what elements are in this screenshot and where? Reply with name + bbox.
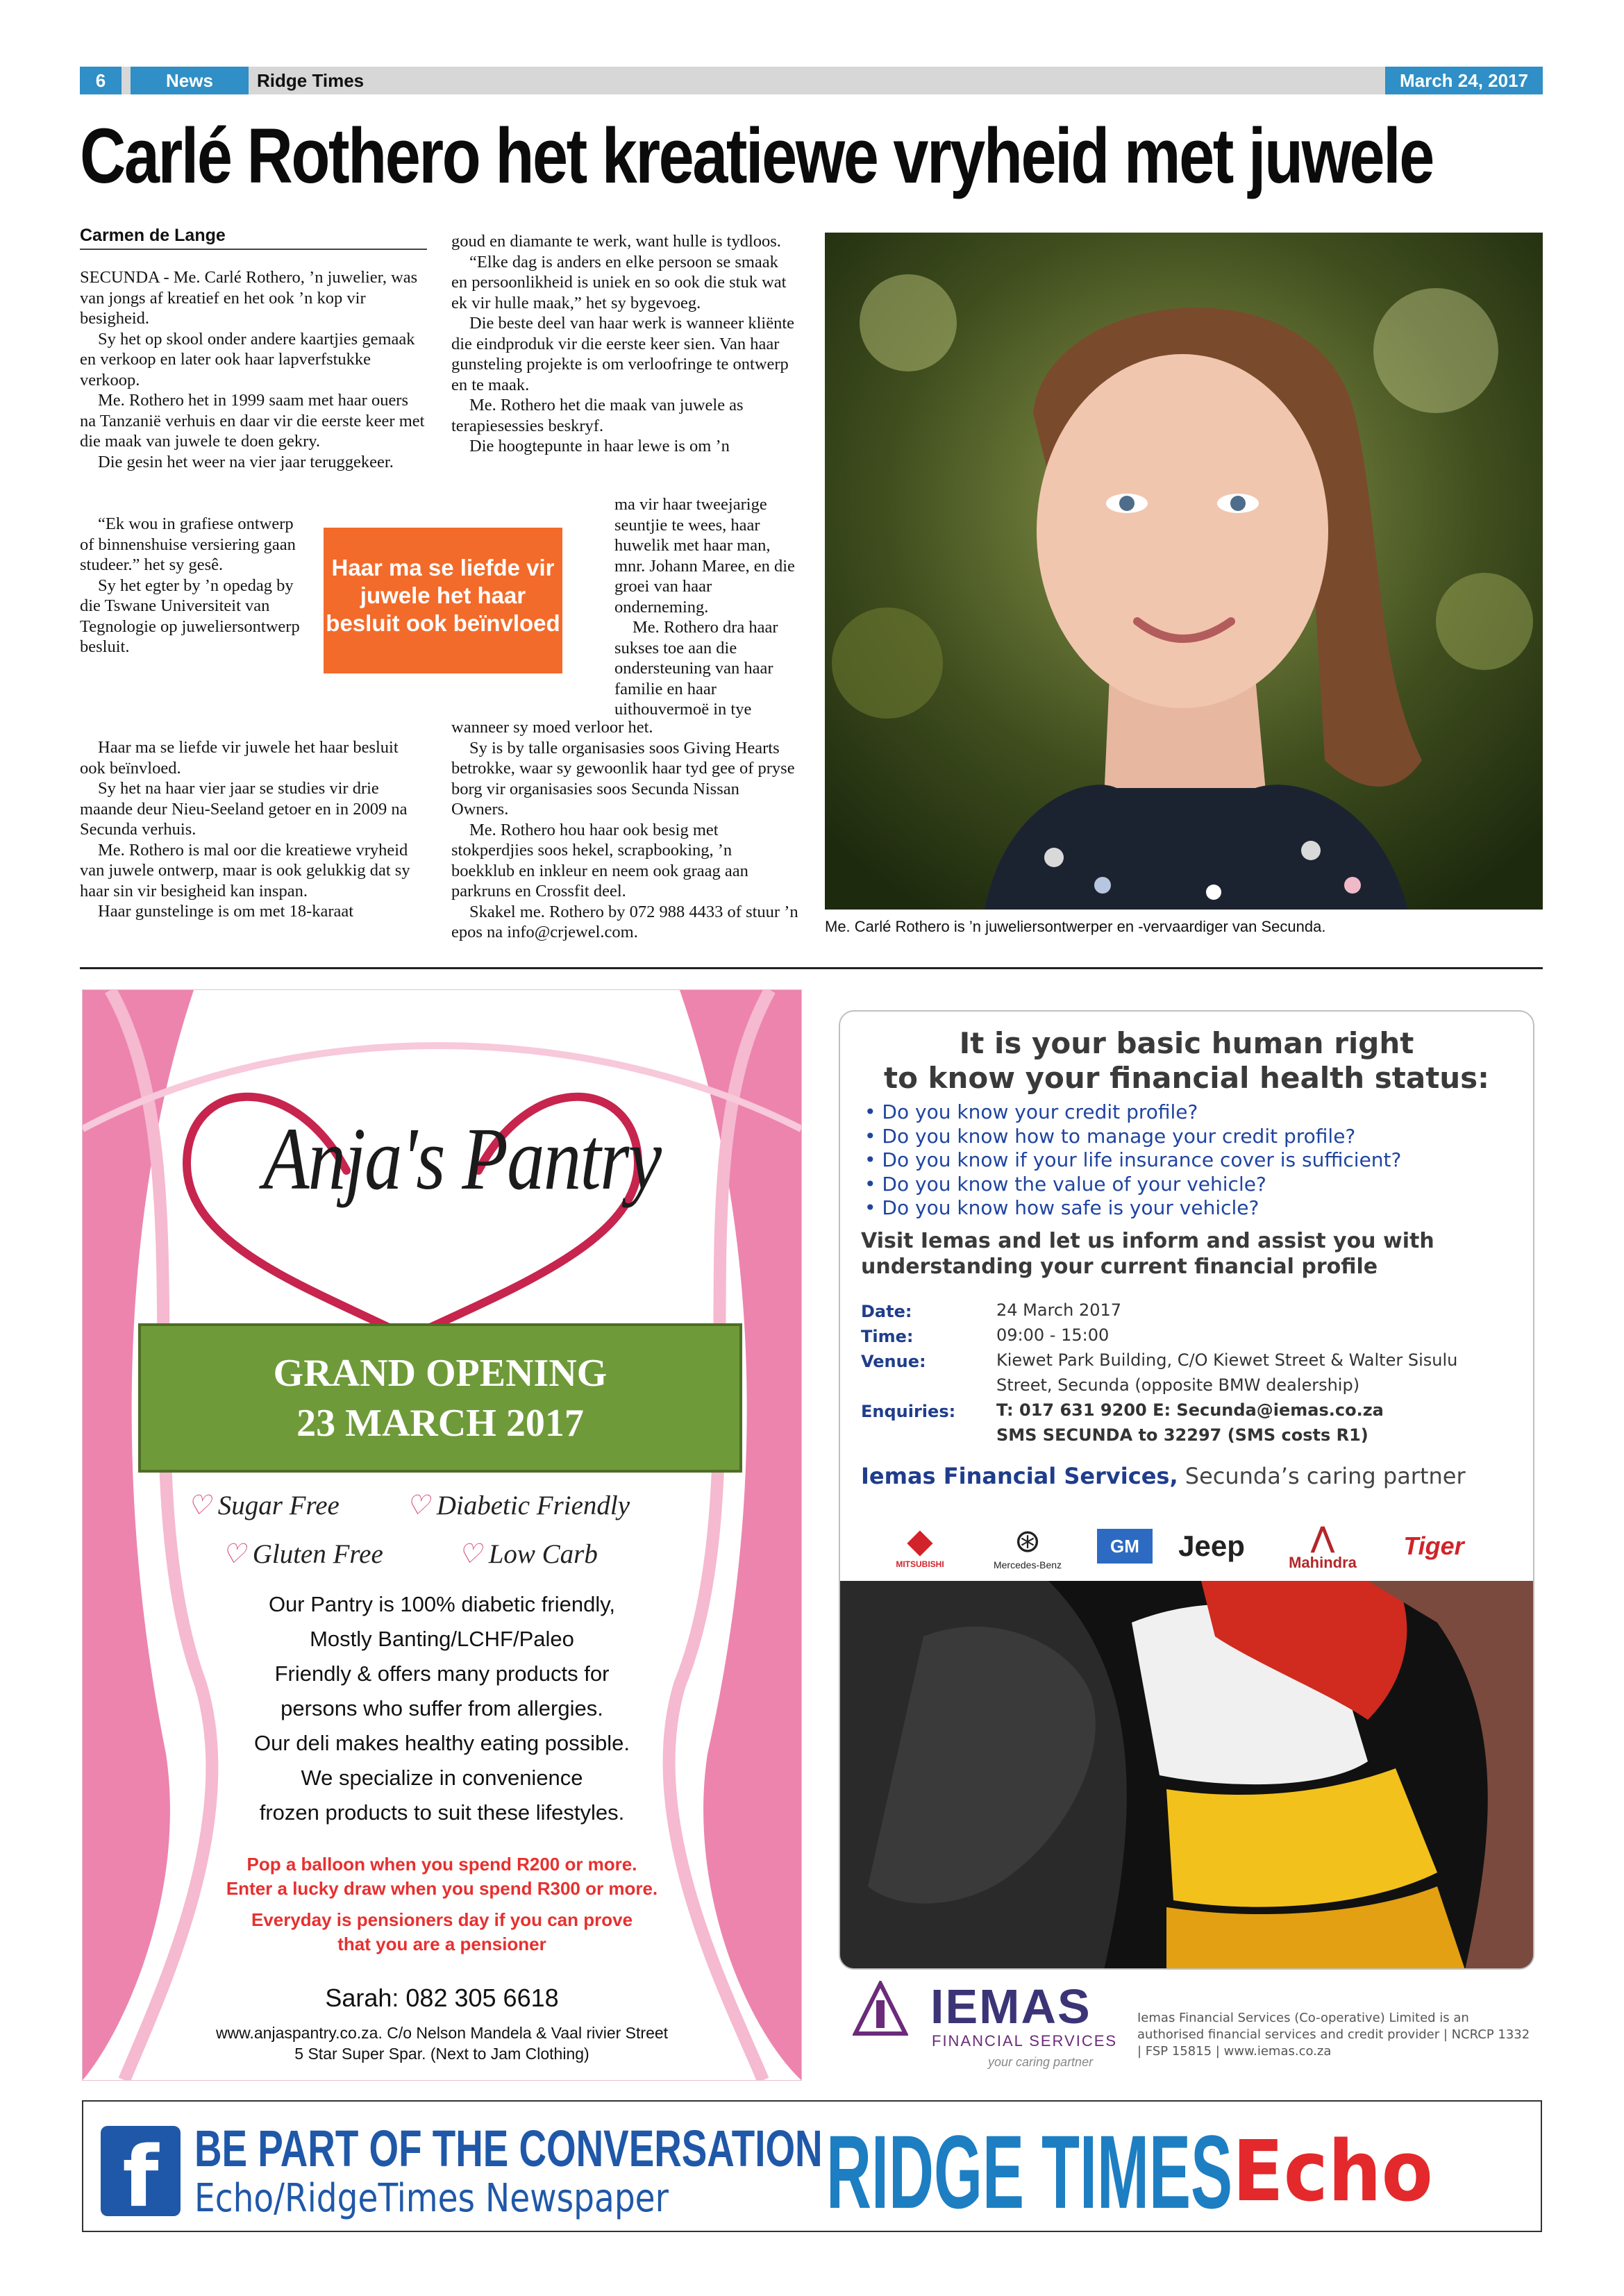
iemas-tagline [861,1463,1466,1489]
heart-icon: ♡ [187,1491,211,1520]
paragraph: Die beste deel van haar werk is wanneer kliënte die eindproduk vir die eerste keer sien. Van haar gunsteling projekte is om verloofringe te ontwerp en te maak. [451,314,795,394]
paragraph: goud en diamante te werk, want hulle is tydloos. [451,232,781,251]
description-line: Friendly & offers many products for [274,1661,610,1686]
anjas-pantry-logo: Anja's Pantry [263,1109,661,1208]
description-line: Our deli makes healthy eating possible. [253,1731,630,1755]
iemas-logo-tag: your caring partner [988,2055,1094,2069]
iemas-question-list [864,1100,1401,1221]
iemas-heading-2: to know your financial health status: [884,1061,1489,1095]
list-item: • Do you know if your life insurance cover is sufficient? [864,1148,1402,1171]
iemas-advert [839,1010,1533,2069]
paragraph: Me. Rothero het in 1999 saam met haar ouers na Tanzanië verhuis en daar vir die eerste keer met die maak van juwele te doen gekry. [80,391,425,451]
description-line: Mostly Banting/LCHF/Paleo [310,1627,574,1651]
paragraph: Die gesin het weer na vier jaar teruggekeer. [98,452,394,471]
mahindra-logo-icon: ⋀ [1311,1523,1334,1553]
iemas-logo-sub: FINANCIAL SERVICES [932,2032,1118,2050]
article-column-2 [451,231,798,457]
hands-illustration [840,1581,1533,1970]
tagline-brand: Iemas Financial Services, [861,1463,1178,1489]
paragraph: Me. Rothero het die maak van juwele as terapiesessies beskryf. [451,396,744,435]
anjas-pantry-advert [82,989,802,2081]
venue-label: Venue: [861,1352,926,1371]
time-label: Time: [861,1327,914,1346]
description-line: We specialize in convenience [301,1766,583,1790]
brand-label: Mercedes-Benz [993,1559,1062,1570]
date-value: 24 March 2017 [996,1300,1122,1320]
tagline-rest: Secunda’s caring partner [1184,1463,1466,1489]
enquiries-label: Enquiries: [861,1402,956,1421]
description-line: persons who suffer from allergies. [281,1696,603,1720]
paragraph: Sy is by talle organisasies soos Giving Hearts betrokke, waar sy gewoonlik haar tyd gee of pryse borg vir organisasies soos Secunda Nissan Owners. [451,738,795,819]
paragraph: wanneer sy moed verloor het. [451,718,653,737]
iemas-legal-text: Iemas Financial Services (Co-operative) Limited is an authorised financial services and credit provider | NCRCP 1332 | FSP 15815 | www.iemas.co.za [1137,2011,1530,2059]
list-item: • Do you know how safe is your vehicle? [864,1196,1259,1219]
ridge-times-logo: RIDGE TIMES [826,2113,1233,2230]
iemas-info-box [839,1010,1534,1970]
paragraph: Me. Rothero hou haar ook besig met stokperdjies soos hekel, scrapbooking, ’n boekklub en inkleur en neem ook graag aan parkruns en Crossfit deel. [451,820,748,900]
footer-banner [82,2100,1542,2232]
promo-line: Everyday is pensioners day if you can prove [251,1909,633,1930]
brand-tiger: Tiger [1403,1532,1464,1560]
mercedes-logo-icon: ⊛ [1014,1523,1041,1559]
venue-line: Street, Secunda (opposite BMW dealership) [996,1375,1360,1395]
brand-label: Mahindra [1289,1554,1357,1571]
tag-low-carb [458,1539,598,1570]
venue-value [996,1348,1457,1398]
pull-quote: Haar ma se liefde vir juwele het haar besluit ook beïnvloed [319,528,562,673]
brand-mercedes [976,1522,1080,1570]
pensioner-offer [83,1908,801,1956]
brand-label: GM [1097,1529,1153,1564]
brand-mitsubishi [882,1522,958,1569]
paragraph: Haar ma se liefde vir juwele het haar besluit ook beïnvloed. [80,738,399,778]
visit-line-2: understanding your current financial profile [861,1255,1378,1279]
iemas-logo-icon [853,1981,908,2036]
brand-label: MITSUBISHI [896,1559,944,1569]
article-column-2-lower [451,717,798,943]
tag-label: Gluten Free [252,1539,383,1569]
publication-name: Ridge Times [257,70,365,91]
contact-phone: Sarah: 082 305 6618 [325,1984,559,2012]
tag-gluten-free [221,1539,383,1570]
banner-line-1: GRAND OPENING [273,1352,608,1395]
paragraph: “Elke dag is anders en elke persoon se smaak en persoonlikheid is uniek en so ook die stuk wat ek vir hulle maak,” het sy bygevoeg. [451,252,787,312]
enquiries-line: T: 017 631 9200 E: Secunda@iemas.co.za [996,1400,1384,1420]
paragraph: Sy het na haar vier jaar se studies vir drie maande deur Nieu-Seeland getoer en in 2009 na Secunda verhuis. [80,779,408,839]
article-column-1-lower [80,737,427,922]
heart-icon: ♡ [458,1539,482,1569]
paragraph: Sy het egter by ’n opedag by die Tswane Universiteit van Tegnologie op juweliersontwerp besluit. [80,576,300,656]
description-line: Our Pantry is 100% diabetic friendly, [268,1592,616,1616]
description-line: frozen products to suit these lifestyles. [259,1800,625,1825]
article-column-1-narrow [80,514,309,657]
article-column-1 [80,267,427,472]
mitsubishi-logo-icon: ◆ [907,1523,932,1559]
list-item: • Do you know how to manage your credit profile? [864,1124,1356,1148]
enquiries-value [996,1398,1384,1448]
date-label: Date: [861,1302,912,1321]
visit-line-1: Visit Iemas and let us inform and assist you with [861,1229,1434,1253]
issue-date: March 24, 2017 [1385,67,1543,94]
paragraph: Me. Rothero is mal oor die kreatiewe vryheid van juwele ontwerp, maar is ook gelukkig dat sy haar sin vir besigheid kan inspan. [80,840,410,900]
iemas-logo-name: IEMAS [930,1979,1091,2034]
echo-logo: Echo [1232,2124,1433,2220]
paragraph: Me. Rothero dra haar sukses toe aan die ondersteuning van haar familie en haar uithouvermoë in tye [614,618,778,719]
heart-icon: ♡ [221,1539,246,1569]
address-line-2: 5 Star Super Spar. (Next to Jam Clothing) [294,2045,589,2063]
section-label: News [131,67,249,94]
promo-line: Pop a balloon when you spend R200 or more. [246,1854,637,1875]
brand-mahindra [1267,1522,1378,1572]
section-divider [80,967,1543,969]
brand-gm [1097,1522,1153,1564]
paragraph: Skakel me. Rothero by 072 988 4433 of stuur ’n epos na info@crjewel.com. [451,902,798,941]
tag-label: Low Carb [488,1539,598,1569]
footer-line-2: Echo/RidgeTimes Newspaper [194,2176,669,2221]
article-column-2-narrow [614,494,798,720]
tag-diabetic-friendly [405,1490,630,1521]
time-value: 09:00 - 15:00 [996,1325,1110,1345]
facebook-icon: f [101,2126,181,2216]
portrait-photo [825,233,1543,910]
banner-line-2: 23 MARCH 2017 [296,1402,584,1445]
tag-label: Diabetic Friendly [436,1491,630,1520]
brand-jeep: Jeep [1178,1530,1245,1562]
paragraph: “Ek wou in grafiese ontwerp of binnenshuise versiering gaan studeer.” het sy gesê. [80,514,296,574]
paragraph: Haar gunstelinge is om met 18-karaat [98,902,354,921]
list-item: • Do you know your credit profile? [864,1100,1198,1123]
paragraph: Die hoogtepunte in haar lewe is om ’n [469,437,730,455]
list-item: • Do you know the value of your vehicle? [864,1172,1266,1196]
paragraph: Sy het op skool onder andere kaartjies gemaak en verkoop en later ook haar lapverfstukke verkoop. [80,329,415,389]
page-number: 6 [80,67,122,94]
promo-offers [83,1852,801,1901]
enquiries-line: SMS SECUNDA to 32297 (SMS costs R1) [996,1425,1368,1445]
paragraph: SECUNDA - Me. Carlé Rothero, ’n juwelier, was van jongs af kreatief en het ook ’n kop vir besigheid. [80,268,418,328]
portrait-illustration [825,233,1543,910]
grand-opening-banner [138,1323,742,1473]
venue-line: Kiewet Park Building, C/O Kiewet Street & Walter Sisulu [996,1350,1458,1370]
paragraph: ma vir haar tweejarige seuntjie te wees, haar huwelik met haar man, mnr. Johann Maree, en die groei van haar onderneming. [614,495,795,617]
tag-label: Sugar Free [217,1491,340,1520]
pantry-description [83,1587,801,1830]
iemas-heading-1: It is your basic human right [959,1026,1414,1060]
headline: Carlé Rothero het kreatiewe vryheid met juwele [80,112,1433,199]
heart-icon: ♡ [405,1491,430,1520]
address-line-1: www.anjaspantry.co.za. C/o Nelson Mandela & Vaal rivier Street [215,2024,669,2042]
promo-line: Enter a lucky draw when you spend R300 or more. [226,1878,658,1899]
byline: Carmen de Lange [80,226,427,250]
promo-line: that you are a pensioner [337,1934,546,1954]
footer-line-1: BE PART OF THE CONVERSATION [194,2120,823,2177]
tag-sugar-free [187,1490,340,1521]
photo-caption: Me. Carlé Rothero is ’n juweliersontwerper en -vervaardiger van Secunda. [825,918,1326,935]
